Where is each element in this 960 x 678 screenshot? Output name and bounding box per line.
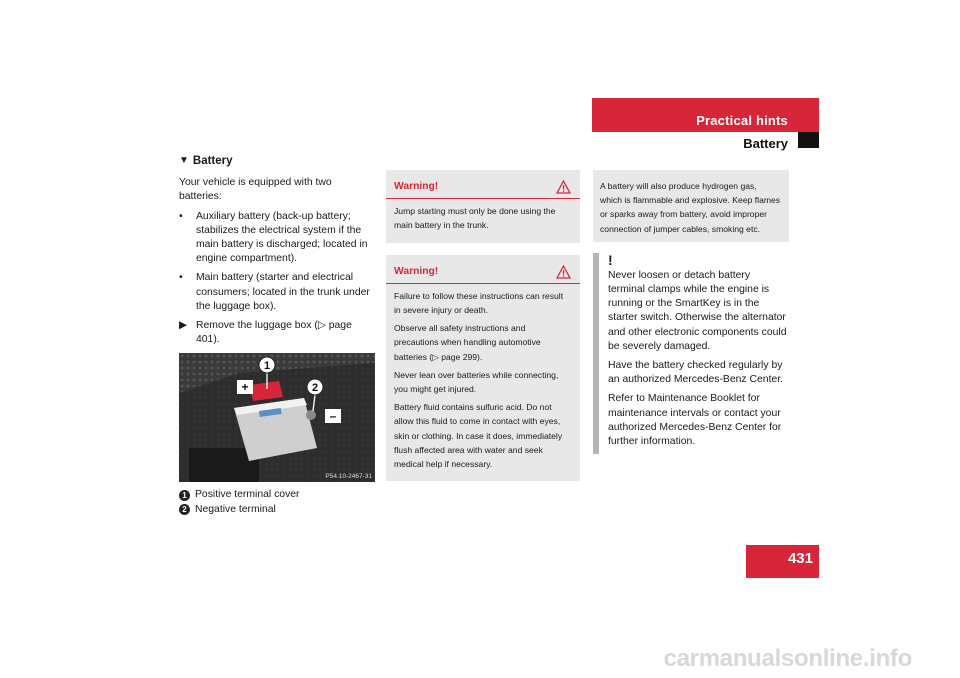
watermark: carmanualsonline.info <box>663 645 912 672</box>
callout-1: 1 <box>263 360 271 373</box>
legend-text: Positive terminal cover <box>195 489 300 501</box>
exclamation-icon: ! <box>608 251 613 268</box>
battery-illustration <box>179 353 375 482</box>
caution-text: Refer to Maintenance Booklet for maintenance intervals or contact your authorized Mercedes-Benz Center for further information. <box>608 393 782 448</box>
action-text: Remove the luggage box (▷ page 401). <box>196 320 352 346</box>
warning-box <box>386 170 580 243</box>
caution-text: Have the battery checked regularly by an authorized Mercedes-Benz Center. <box>608 360 784 386</box>
caution-block <box>593 253 789 454</box>
warning-text: Battery fluid contains sulfuric acid. Do not allow this fluid to come in contact with eyes, skin or clothing. In case it does, immediately flush affected area with water and seek medical help if necessary. <box>394 402 563 470</box>
warning-header <box>386 255 580 284</box>
page-number-box <box>746 545 819 578</box>
plus-label: + <box>241 380 249 395</box>
warning-triangle-icon <box>556 180 571 194</box>
list-item <box>179 271 375 314</box>
minus-label: – <box>329 409 337 424</box>
notes-column <box>593 170 789 454</box>
list-item <box>179 210 375 267</box>
section-title: Practical hints <box>696 113 788 128</box>
section-heading <box>179 154 375 168</box>
warning-text: Failure to follow these instructions can result in severe injury or death. <box>394 290 564 316</box>
warning-header <box>386 170 580 199</box>
warning-title: Warning! <box>394 265 439 277</box>
bullet-icon: • <box>179 272 183 284</box>
topic-title: Battery <box>743 136 788 151</box>
battery-column <box>179 154 375 517</box>
header-tab-marker <box>798 132 819 148</box>
warnings-column <box>386 170 580 493</box>
warning-text: Observe all safety instructions and precautions when handling automotive batteries (▷ page 299). <box>394 323 541 362</box>
warning-body <box>386 199 580 232</box>
warning-triangle-icon <box>556 265 571 279</box>
legend-number: 1 <box>179 490 190 501</box>
action-step <box>179 319 375 347</box>
figure-code: P54.10-2467-31 <box>325 473 372 481</box>
list-item-text: Main battery (starter and electrical consumers; located in the trunk under the luggage box). <box>196 272 370 312</box>
note-box: A battery will also produce hydrogen gas, which is flammable and explosive. Keep flames or sparks away from battery, avoid improper connection of jumper cables, smoking etc. <box>593 170 789 242</box>
warning-box <box>386 255 580 482</box>
callout-2: 2 <box>311 382 319 395</box>
page-number: 431 <box>787 550 813 567</box>
arrow-right-icon: ▶ <box>179 320 187 332</box>
bullet-icon: • <box>179 210 183 222</box>
legend-item <box>179 503 375 517</box>
caution-body <box>608 253 789 454</box>
caution-bar <box>593 253 599 454</box>
warning-title: Warning! <box>394 181 439 192</box>
legend-number: 2 <box>179 504 190 515</box>
warning-text: Jump starting must only be done using the main battery in the trunk. <box>394 206 556 231</box>
legend-text: Negative terminal <box>195 503 276 515</box>
triangle-down-icon: ▼ <box>179 155 189 166</box>
intro-text: Your vehicle is equipped with two batteries: <box>179 177 332 203</box>
section-heading-text: Battery <box>192 155 233 167</box>
legend-item <box>179 488 375 502</box>
battery-photo <box>179 353 375 482</box>
warning-text: Never lean over batteries while connecting, you might get injured. <box>394 369 559 395</box>
warning-body <box>386 284 580 471</box>
caution-text: Never loosen or detach battery terminal clamps while the engine is running or the SmartKey is in the starter switch. Otherwise the alternator and other electronic components could be severely damaged. <box>608 269 787 352</box>
list-item-text: Auxiliary battery (back-up battery; stabilizes the electrical system if the main battery is discharged; located in engine compartment). <box>196 210 368 265</box>
